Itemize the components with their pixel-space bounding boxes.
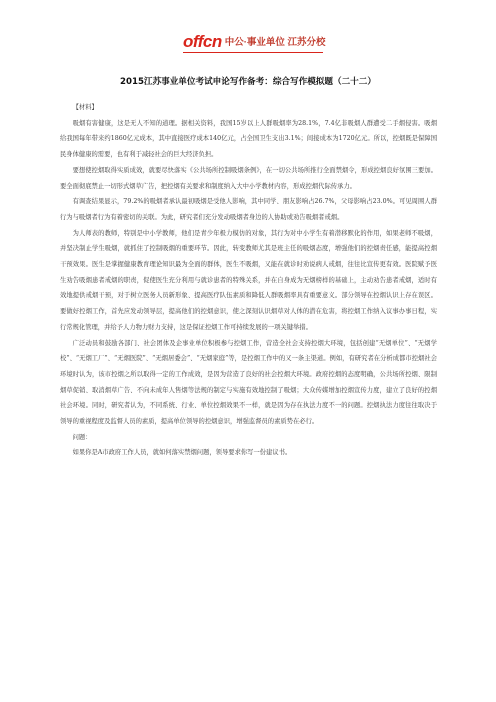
header-divider (183, 52, 323, 53)
offcn-logo (183, 32, 326, 51)
document-body (60, 100, 437, 461)
question-label: 问题： (72, 433, 92, 441)
paragraph-5: 广泛动员和鼓励各部门、社会团体及企事业单位积极参与控烟工作，营造全社会支持控烟大环境，包括创建“无烟单位”、“无烟学校”、“无烟工厂”、“无烟医院”、“无烟居委会”、“无烟家庭”等，是控烟工作中的又一条主渠道。例如，有研究者在分析成都市控烟社会环境时认为，该市控烟之所以取得一定的工作成效，是因为营造了良好的社会控烟大环境。政府控烟的态度明确，公共场所控烟、限制烟草促销、取消烟草广告、不向未成年人售烟等法规的制定与实施有效地控制了吸烟；大众传媒增加控烟宣传力度，建立了良好的控烟社会环境。同时，研究者认为，不同系统、行业、单位控烟效果不一样，就是因为存在执法力度不一的问题。控烟执法力度往往取决于领导的重视程度及监督人员的素质，提高单位领导的控烟意识，增强监督员的素质势在必行。 (60, 339, 437, 426)
logo-text: 中公·事业单位 江苏分校 (224, 36, 326, 48)
document-title: 2015江苏事业单位考试申论写作备考：综合写作模拟题（二十二） (120, 77, 376, 87)
paragraph-2: 要想使控烟取得实质成效，就要尽快落实《公共场所控制吸烟条例》，在一切公共场所推行全面禁烟令，形成控烟良好氛围三要加。要全面彻底禁止一切形式烟草广告，把控烟有关要求和制度纳入大中小学教材内容，形成控烟代际传承力。 (60, 166, 437, 190)
paragraph-1: 吸烟有害健康，这是无人不知的道理。据相关资料，我国15岁以上人群吸烟率为28.1%，7.4亿非吸烟人群遭受二手烟侵害。吸烟给我国每年带来约1860亿元成本，其中直接医疗成本140亿元，占全国卫生支出3.1%；间接成本为1720亿元。所以，控烟既是保障国民身体健康的需要，也有利于减轻社会的巨大经济负担。 (60, 119, 437, 159)
logo-mark: offcn (183, 32, 222, 51)
material-heading: 【材料】 (72, 104, 98, 111)
question-text: 如果你是A市政府工作人员，就如何落实禁烟问题，领导要求你写一份建议书。 (72, 449, 292, 457)
paragraph-3: 有调查结果显示，79.2%的吸烟者承认最初吸烟是受他人影响，其中同学、朋友影响占26.7%，父母影响占23.0%。可见周围人群行为与吸烟者行为有着密切的关联。为此，研究者们充分发动吸烟者身边的人协助或劝告吸烟者戒烟。 (60, 198, 437, 221)
paragraph-4: 为人师表的教师，特别是中小学教师，他们是青少年极力模仿的对象，其行为对中小学生有着潜移默化的作用，如果老师不吸烟，并坚决制止学生吸烟，就抓住了控制吸烟的重要环节。因此，转变教师尤其是班主任的吸烟态度，增强他们的控烟责任感，能提高控烟干预效果。医生是掌握健康教育理论知识最为全面的群体，医生不吸烟，又能在就诊时劝说病人戒烟，往往比宣传更有效。医院赋予医生劝告吸烟患者戒烟的职责，促使医生充分利用与就诊患者的特殊关系，并在自身成为无烟榜样的基础上，主动劝告患者戒烟，适时有效地提供戒烟干预，对于树立医务人员新形象、提高医疗队伍素质和降低人群吸烟率具有重要意义。部分领导在控烟认识上存在误区。要做好控烟工作，首先应发动领导层，提高他们的控烟意识，使之深刻认识烟草对人体的潜在危害，将控烟工作纳入议事办事日程，实行常规化管理，并给予人力物力财力支持，这是保证控烟工作可持续发展的一项关键举措。 (60, 229, 437, 331)
